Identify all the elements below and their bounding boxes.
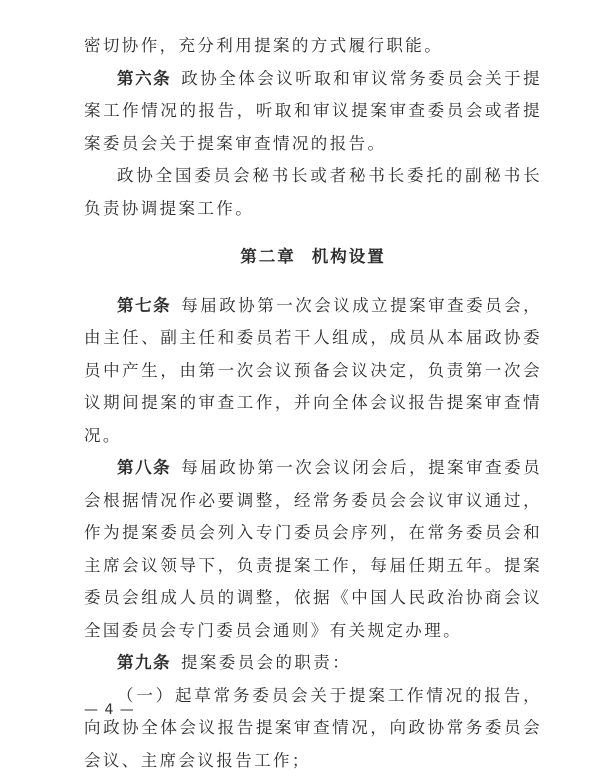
article-8-text: 每届政协第一次会议闭会后，提案审查委员会根据情况作必要调整，经常务委员会会议审议通过，作为提案委员会列入专门委员会序列，在常务委员会和主席会议领导下，负责提案工作，每届任期五年。提案委员会组成人员的调整，依据《中国人民政治协商会议全国委员会专门委员会通则》有关规定办理。 — [84, 458, 542, 640]
article-9 — [84, 647, 542, 680]
article-9-item-1 — [84, 680, 542, 777]
article-7-label: 第七条 — [117, 296, 171, 315]
chapter-title: 机构设置 — [312, 247, 386, 266]
article-8-label: 第八条 — [117, 458, 171, 477]
paragraph-continuation-text: 密切协作，充分利用提案的方式履行职能。 — [84, 36, 443, 55]
paragraph-continuation — [84, 30, 542, 63]
article-7-text: 每届政协第一次会议成立提案审查委员会，由主任、副主任和委员若干人组成，成员从本届政协委员中产生，由第一次会议预备会议决定，负责第一次会议期间提案的审查工作，并向全体会议报告提案审查情况。 — [84, 296, 542, 445]
chapter-heading — [84, 241, 542, 274]
article-6 — [84, 63, 542, 161]
article-6-text: 政协全体会议听取和审议常务委员会关于提案工作情况的报告，听取和审议提案审查委员会或者提案委员会关于提案审查情况的报告。 — [84, 69, 542, 153]
article-9-item-1-text: （一）起草常务委员会关于提案工作情况的报告，向政协全体会议报告提案审查情况，向政协常务委员会会议、主席会议报告工作； — [84, 686, 542, 770]
article-9-text: 提案委员会的职责： — [181, 653, 351, 672]
article-6-paragraph-2-text: 政协全国委员会秘书长或者秘书长委托的副秘书长负责协调提案工作。 — [84, 166, 542, 218]
article-8 — [84, 452, 542, 647]
chapter-number: 第二章 — [240, 247, 296, 266]
page-number: — 4 — — [84, 702, 135, 718]
article-6-label: 第六条 — [117, 69, 171, 88]
article-6-paragraph-2 — [84, 160, 542, 225]
article-9-label: 第九条 — [117, 653, 171, 672]
article-7 — [84, 290, 542, 453]
